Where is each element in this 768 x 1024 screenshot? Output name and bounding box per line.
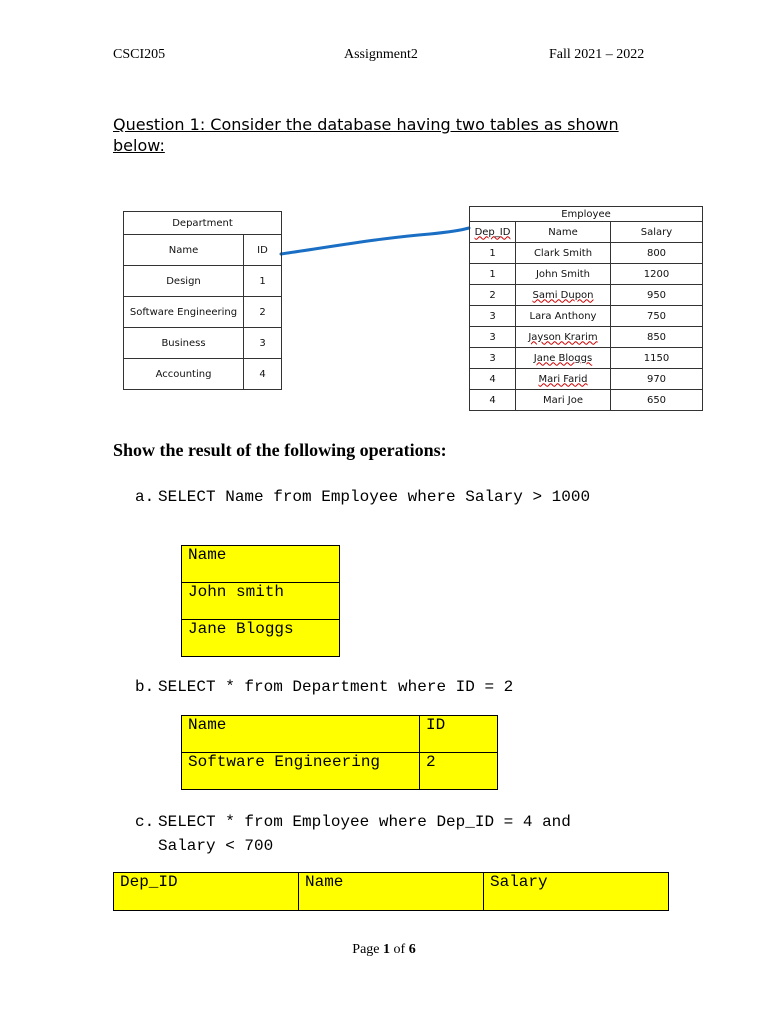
table-row bbox=[470, 306, 703, 327]
answer-a-cell: John smith bbox=[182, 583, 340, 620]
cell-name bbox=[516, 369, 611, 390]
cell-dep: 3 bbox=[470, 327, 516, 348]
cell-dep: 4 bbox=[470, 390, 516, 411]
table-row bbox=[182, 583, 340, 620]
section-heading: Show the result of the following operations: bbox=[113, 440, 447, 460]
cell-name: Accounting bbox=[124, 359, 244, 390]
query-a-text: SELECT Name from Employee where Salary > 1000 bbox=[158, 488, 591, 506]
cell-id: 4 bbox=[244, 359, 282, 390]
header-assignment: Assignment2 bbox=[344, 47, 418, 62]
employee-col-salary: Salary bbox=[611, 222, 703, 243]
cell-salary: 850 bbox=[611, 327, 703, 348]
page-footer bbox=[0, 942, 768, 958]
query-b-text: SELECT * from Department where ID = 2 bbox=[158, 678, 514, 696]
cell-salary: 800 bbox=[611, 243, 703, 264]
query-c-marker: c. bbox=[135, 813, 155, 831]
cell-salary: 1200 bbox=[611, 264, 703, 285]
cell-name bbox=[516, 285, 611, 306]
name-text: Mari Farid bbox=[538, 373, 588, 385]
cell-dep: 1 bbox=[470, 243, 516, 264]
name-text: Sami Dupon bbox=[532, 289, 594, 301]
answer-a-cell: Jane Bloggs bbox=[182, 620, 340, 657]
cell-name: Clark Smith bbox=[516, 243, 611, 264]
answer-b-header-id: ID bbox=[420, 716, 498, 753]
answer-c-table bbox=[113, 872, 669, 911]
table-row bbox=[182, 620, 340, 657]
employee-col-name: Name bbox=[516, 222, 611, 243]
answer-c-header-salary: Salary bbox=[484, 873, 669, 911]
cell-id: 2 bbox=[244, 297, 282, 328]
department-col-name: Name bbox=[124, 235, 244, 266]
employee-col-dep bbox=[470, 222, 516, 243]
cell-salary: 950 bbox=[611, 285, 703, 306]
question-title: Question 1: Consider the database having two tables as shown below: bbox=[113, 115, 619, 155]
cell-name: John Smith bbox=[516, 264, 611, 285]
name-text: Jayson Krarim bbox=[528, 331, 598, 343]
cell-name: Design bbox=[124, 266, 244, 297]
footer-page-number: 1 bbox=[383, 942, 391, 957]
table-row bbox=[470, 243, 703, 264]
dep-id-label: Dep_ID bbox=[474, 226, 511, 238]
cell-name: Mari Joe bbox=[516, 390, 611, 411]
cell-salary: 650 bbox=[611, 390, 703, 411]
answer-c-header-name: Name bbox=[299, 873, 484, 911]
cell-dep: 3 bbox=[470, 348, 516, 369]
employee-table bbox=[469, 206, 703, 411]
cell-salary: 970 bbox=[611, 369, 703, 390]
table-row bbox=[124, 328, 282, 359]
department-col-id: ID bbox=[244, 235, 282, 266]
cell-dep: 3 bbox=[470, 306, 516, 327]
answer-b-cell-id: 2 bbox=[420, 753, 498, 790]
table-row bbox=[124, 359, 282, 390]
department-table bbox=[123, 211, 282, 390]
query-c-line1: SELECT * from Employee where Dep_ID = 4 and bbox=[158, 813, 571, 831]
cell-salary: 1150 bbox=[611, 348, 703, 369]
cell-name bbox=[516, 327, 611, 348]
table-row bbox=[470, 327, 703, 348]
table-row bbox=[124, 266, 282, 297]
name-text: Jane Bloggs bbox=[533, 352, 593, 364]
cell-name: Business bbox=[124, 328, 244, 359]
cell-salary: 750 bbox=[611, 306, 703, 327]
table-row bbox=[182, 753, 498, 790]
answer-b-table bbox=[181, 715, 498, 790]
cell-name: Lara Anthony bbox=[516, 306, 611, 327]
footer-page-total: 6 bbox=[408, 942, 416, 957]
footer-of: of bbox=[390, 942, 409, 957]
table-row bbox=[470, 348, 703, 369]
cell-name: Software Engineering bbox=[124, 297, 244, 328]
cell-name bbox=[516, 348, 611, 369]
table-row bbox=[470, 285, 703, 306]
answer-b-cell-name: Software Engineering bbox=[182, 753, 420, 790]
cell-dep: 2 bbox=[470, 285, 516, 306]
table-row bbox=[470, 390, 703, 411]
cell-id: 3 bbox=[244, 328, 282, 359]
cell-id: 1 bbox=[244, 266, 282, 297]
table-row bbox=[124, 297, 282, 328]
query-c-line2: Salary < 700 bbox=[158, 837, 274, 855]
employee-title: Employee bbox=[470, 207, 703, 222]
department-title: Department bbox=[124, 212, 282, 235]
answer-b-header-name: Name bbox=[182, 716, 420, 753]
answer-c-header-dep: Dep_ID bbox=[114, 873, 299, 911]
query-b-marker: b. bbox=[135, 678, 155, 696]
header-term: Fall 2021 – 2022 bbox=[549, 47, 645, 62]
query-a-marker: a. bbox=[135, 488, 155, 506]
answer-a-table bbox=[181, 545, 340, 657]
cell-dep: 1 bbox=[470, 264, 516, 285]
header-course: CSCI205 bbox=[113, 47, 166, 62]
footer-prefix: Page bbox=[352, 942, 384, 957]
answer-a-header: Name bbox=[182, 546, 340, 583]
table-row bbox=[470, 369, 703, 390]
table-row bbox=[470, 264, 703, 285]
cell-dep: 4 bbox=[470, 369, 516, 390]
